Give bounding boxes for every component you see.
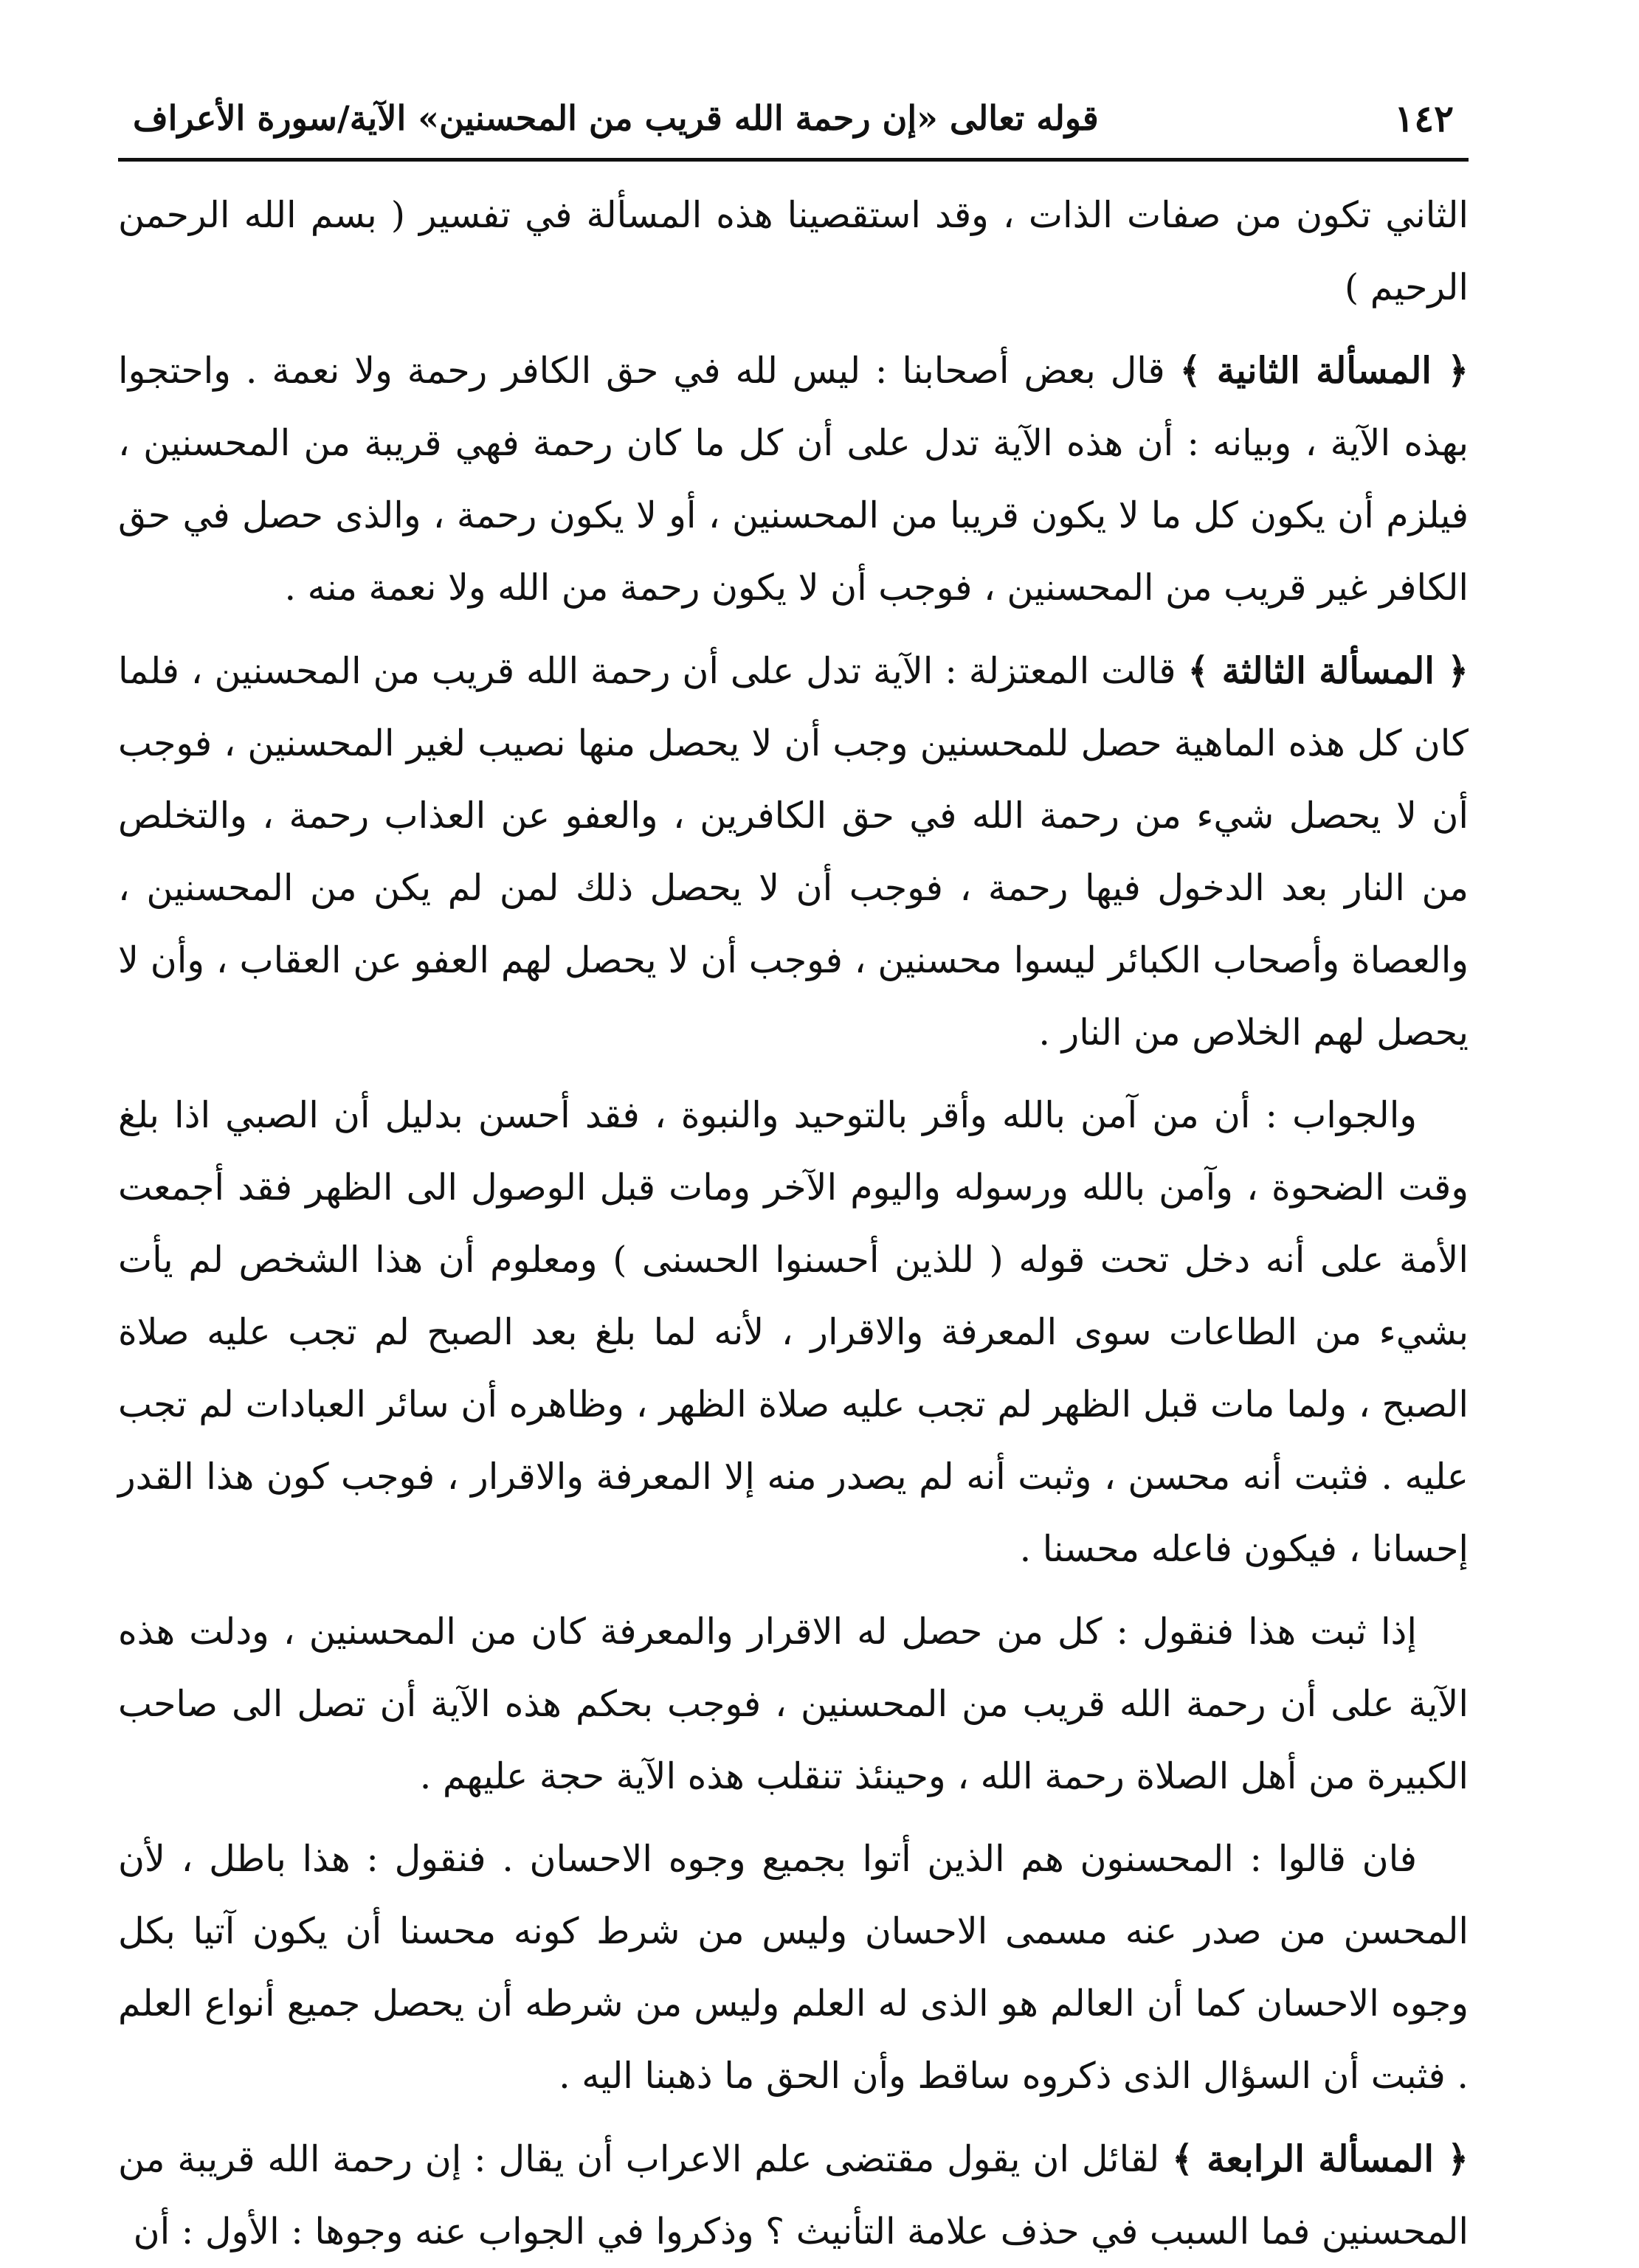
paragraph-1: الثاني تكون من صفات الذات ، وقد استقصينا هذه المسألة في تفسير ( بسم الله الرحمن الرحيم ) (118, 194, 1469, 308)
paragraph-4: والجواب : أن من آمن بالله وأقر بالتوحيد والنبوة ، فقد أحسن بدليل أن الصبي اذا بلغ وقت الضحوة ، وآمن بالله ورسوله واليوم الآخر ومات قبل الوصول الى الظهر فقد أجمعت الأمة على أنه دخل تحت قوله ( للذين أحسنوا الحسنى ) ومعلوم أن هذا الشخص لم يأت بشيء من الطاعات سوى المعرفة والاقرار ، لأنه لما بلغ بعد الصبح لم تجب عليه صلاة الصبح ، ولما مات قبل الظهر لم تجب عليه صلاة الظهر ، وظاهره أن سائر العبادات لم تجب عليه . فثبت أنه محسن ، وثبت أنه لم يصدر منه إلا المعرفة والاقرار ، فوجب كون هذا القدر إحسانا ، فيكون فاعله محسنا . (118, 1094, 1469, 1570)
paragraph-5: إذا ثبت هذا فنقول : كل من حصل له الاقرار والمعرفة كان من المحسنين ، ودلت هذه الآية على أن رحمة الله قريب من المحسنين ، فوجب بحكم هذه الآية أن تصل الى صاحب الكبيرة من أهل الصلاة رحمة الله ، وحينئذ تنقلب هذه الآية حجة عليهم . (118, 1611, 1469, 1797)
paragraph-2-text: قال بعض أصحابنا : ليس لله في حق الكافر رحمة ولا نعمة . واحتجوا بهذه الآية ، وبيانه : أن هذه الآية تدل على أن كل ما كان رحمة فهي قريبة من المحسنين ، فيلزم أن يكون كل ما لا يكون قريبا من المحسنين ، أو لا يكون رحمة ، والذى حصل في حق الكافر غير قريب من المحسنين ، فوجب أن لا يكون رحمة من الله ولا نعمة منه . (118, 350, 1469, 609)
section-heading-4 (1172, 2137, 1469, 2180)
section-heading-2 (1180, 349, 1469, 392)
paragraph-7 (118, 2123, 1469, 2268)
section-heading-3-label: المسألة الثالثة (1221, 649, 1435, 692)
paragraph-3 (118, 635, 1469, 1069)
page-header (118, 81, 1469, 155)
paragraph-3-text: قالت المعتزلة : الآية تدل على أن رحمة الله قريب من المحسنين ، فلما كان كل هذه الماهية حصل للمحسنين وجب أن لا يحصل منها نصيب لغير المحسنين ، فوجب أن لا يحصل شيء من رحمة الله في حق الكافرين ، والعفو عن العذاب رحمة ، والتخلص من النار بعد الدخول فيها رحمة ، فوجب أن لا يحصل ذلك لمن لم يكن من المحسنين ، والعصاة وأصحاب الكبائر ليسوا محسنين ، فوجب أن لا يحصل لهم العفو عن العقاب ، وأن لا يحصل لهم الخلاص من النار . (118, 650, 1469, 1054)
section-heading-2-label: المسألة الثانية (1216, 349, 1432, 392)
ornament-close-bracket: ﴾ (1187, 649, 1210, 692)
paragraph-6: فان قالوا : المحسنون هم الذين أتوا بجميع وجوه الاحسان . فنقول : هذا باطل ، لأن المحسن من صدر عنه مسمى الاحسان وليس من شرط كونه محسنا أن يكون آتيا بكل وجوه الاحسان كما أن العالم هو الذى له العلم وليس من شرطه أن يحصل جميع أنواع العلم . فثبت أن السؤال الذى ذكروه ساقط وأن الحق ما ذهبنا اليه . (118, 1838, 1469, 2097)
ornament-open-bracket: ﴿ (1447, 349, 1469, 392)
paragraph-2 (118, 334, 1469, 624)
book-page (118, 81, 1469, 2253)
section-heading-3 (1187, 649, 1469, 692)
running-title: قوله تعالى «إن رحمة الله قريب من المحسنين» الآية/سورة الأعراف (133, 98, 1099, 138)
ornament-close-bracket: ﴾ (1172, 2137, 1193, 2180)
paragraph-7-text: لقائل ان يقول مقتضى علم الاعراب أن يقال : إن رحمة الله قريبة من المحسنين فما السبب في حذف علامة التأنيث ؟ وذكروا في الجواب عنه وجوها : الأول : أن (118, 2138, 1469, 2253)
ornament-open-bracket: ﴿ (1447, 649, 1469, 692)
section-heading-4-label: المسألة الرابعة (1207, 2137, 1434, 2180)
page-body (118, 179, 1469, 2268)
header-rule (118, 158, 1469, 162)
ornament-close-bracket: ﴾ (1179, 349, 1201, 392)
page-number: ١٤٢ (1394, 96, 1454, 140)
ornament-open-bracket: ﴿ (1447, 2137, 1469, 2180)
